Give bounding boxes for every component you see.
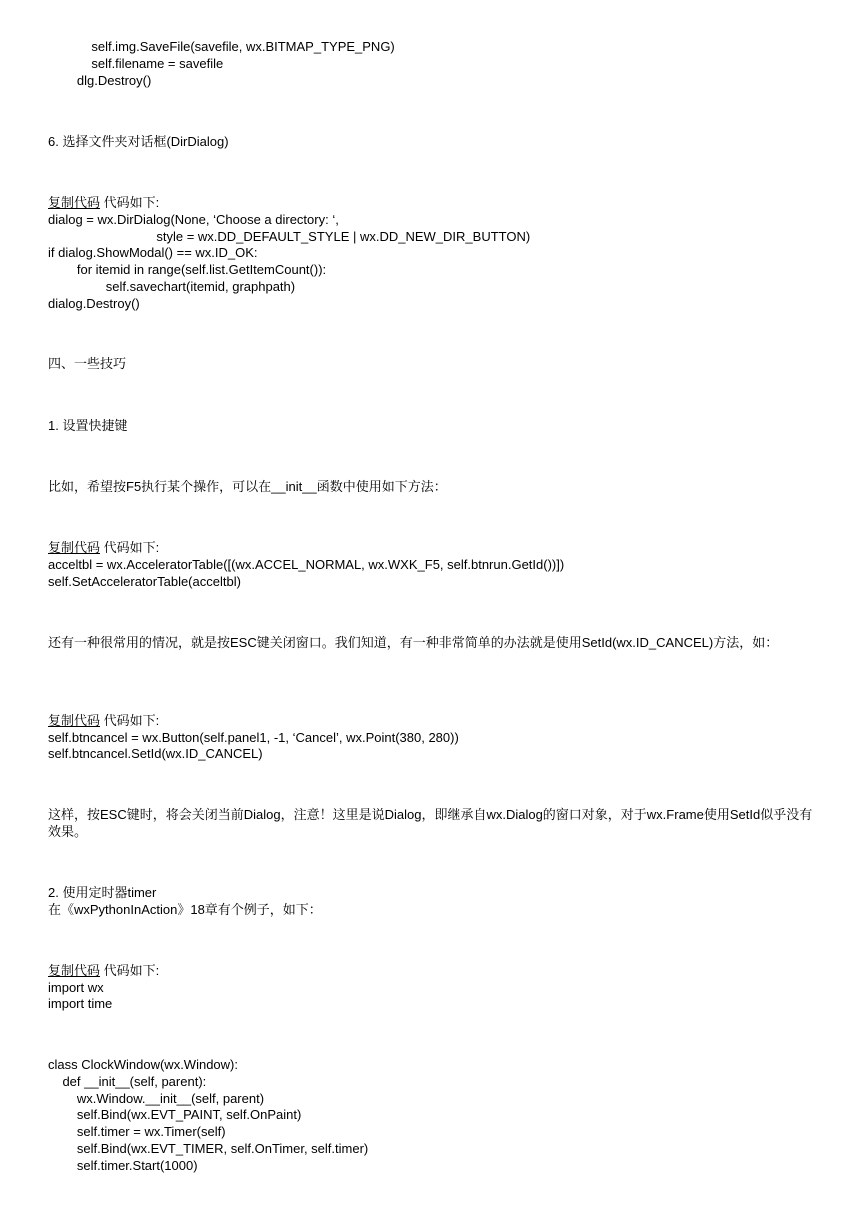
code-line: self.timer.Start(1000) [48, 1158, 198, 1173]
code-line: wx.Window.__init__(self, parent) [48, 1091, 265, 1106]
code-line: acceltbl = wx.AcceleratorTable([(wx.ACCEL_NORMAL, wx.WXK_F5, self.btnrun.GetId())]) [48, 557, 565, 572]
paragraph: 还有一种很常用的情况，就是按ESC键关闭窗口。我们知道，有一种非常简单的办法就是使用SetId(wx.ID_CANCEL)方法，如： [48, 635, 779, 650]
code-label [48, 539, 159, 556]
code-label [48, 712, 159, 729]
code-line: style = wx.DD_DEFAULT_STYLE | wx.DD_NEW_DIR_BUTTON) [48, 229, 531, 244]
section-heading: 1. 设置快捷键 [48, 418, 128, 433]
code-line: self.btncancel = wx.Button(self.panel1, -1, ‘Cancel’, wx.Point(380, 280)) [48, 730, 459, 745]
code-line: if dialog.ShowModal() == wx.ID_OK: [48, 245, 258, 260]
copy-code-link[interactable]: 复制代码 [48, 540, 101, 555]
section-heading: 2. 使用定时器timer [48, 885, 157, 900]
paragraph: 在《wxPythonInAction》18章有个例子，如下： [48, 902, 322, 917]
code-line: dlg.Destroy() [48, 73, 152, 88]
code-line: self.btncancel.SetId(wx.ID_CANCEL) [48, 746, 263, 761]
code-label-text: 代码如下: [100, 195, 160, 210]
code-line: self.timer = wx.Timer(self) [48, 1124, 226, 1139]
code-line: self.SetAcceleratorTable(acceltbl) [48, 574, 241, 589]
code-line: import time [48, 996, 113, 1011]
code-line: self.filename = savefile [48, 56, 224, 71]
code-line: import wx [48, 980, 104, 995]
code-line: dialog.Destroy() [48, 296, 140, 311]
copy-code-link[interactable]: 复制代码 [48, 195, 101, 210]
section-heading: 四、一些技巧 [48, 356, 127, 371]
code-line: self.img.SaveFile(savefile, wx.BITMAP_TYPE_PNG) [48, 39, 395, 54]
paragraph: 比如，希望按F5执行某个操作，可以在__init__函数中使用如下方法： [48, 479, 447, 494]
code-label-text: 代码如下: [100, 713, 160, 728]
code-line: self.Bind(wx.EVT_PAINT, self.OnPaint) [48, 1107, 302, 1122]
code-label [48, 194, 159, 211]
copy-code-link[interactable]: 复制代码 [48, 713, 101, 728]
code-line: def __init__(self, parent): [48, 1074, 207, 1089]
code-line: self.Bind(wx.EVT_TIMER, self.OnTimer, self.timer) [48, 1141, 369, 1156]
code-label-text: 代码如下: [100, 963, 160, 978]
copy-code-link[interactable]: 复制代码 [48, 963, 101, 978]
code-line: class ClockWindow(wx.Window): [48, 1057, 238, 1072]
code-label-text: 代码如下: [100, 540, 160, 555]
paragraph: 这样，按ESC键时，将会关闭当前Dialog，注意！这里是说Dialog，即继承自wx.Dialog的窗口对象，对于wx.Frame使用SetId似乎没有效果。 [48, 807, 813, 839]
code-line: self.savechart(itemid, graphpath) [48, 279, 296, 294]
section-heading: 6. 选择文件夹对话框(DirDialog) [48, 134, 229, 149]
code-line: dialog = wx.DirDialog(None, ‘Choose a directory: ‘, [48, 212, 339, 227]
code-line: for itemid in range(self.list.GetItemCount()): [48, 262, 327, 277]
code-label [48, 962, 159, 979]
